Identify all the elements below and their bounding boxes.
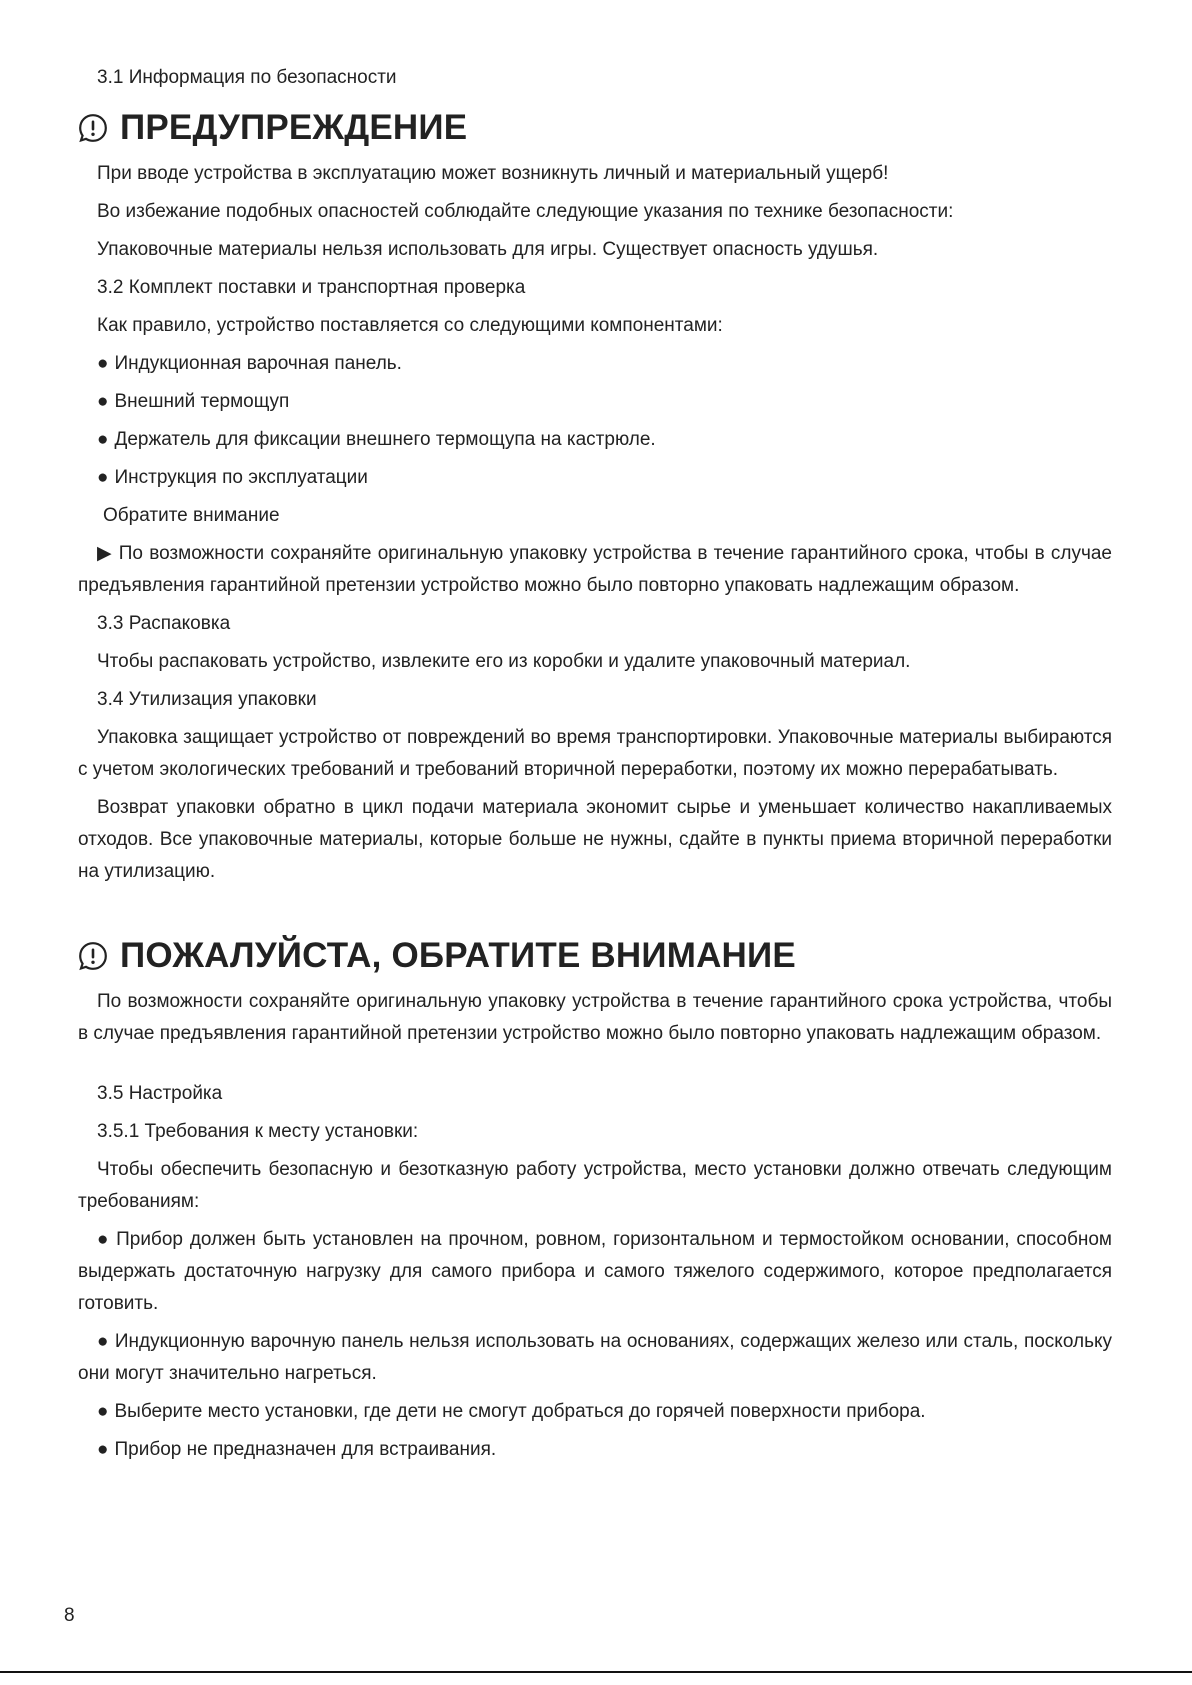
disposal-paragraph-1: Упаковка защищает устройство от повреждений во время транспортировки. Упаковочные материалы выбираются с учетом экологических требований и требований вторичной переработки, поэтому их можно перерабатывать. (78, 727, 1112, 780)
delivery-note-text: ▶ По возможности сохраняйте оригинальную упаковку устройства в течение гарантийного срока, чтобы в случае предъявления гарантийной претензии устройство можно было повторно упаковать надлежащим образом. (78, 543, 1112, 596)
setup-intro: Чтобы обеспечить безопасную и безотказную работу устройства, место установки должно отвечать следующим требованиям: (78, 1159, 1112, 1212)
delivery-intro: Как правило, устройство поставляется со следующими компонентами: (97, 315, 723, 336)
warning-title: ПРЕДУПРЕЖДЕНИЕ (120, 108, 468, 147)
unpacking-text: Чтобы распаковать устройство, извлеките его из коробки и удалите упаковочный материал. (97, 651, 911, 672)
list-item (78, 1396, 1112, 1428)
list-item (78, 1434, 1112, 1466)
list-item-text: Держатель для фиксации внешнего термощупа на кастрюле. (114, 429, 656, 450)
bottom-rule (0, 1671, 1192, 1673)
bullet-icon: ● (97, 353, 109, 374)
section-3-2-heading: 3.2 Комплект поставки и транспортная проверка (97, 277, 526, 298)
list-item (78, 386, 1112, 418)
page-number: 8 (64, 1605, 75, 1626)
section-3-1-heading: 3.1 Информация по безопасности (97, 67, 397, 88)
bullet-icon: ● (97, 1229, 111, 1250)
list-item-text: Выберите место установки, где дети не смогут добраться до горячей поверхности прибора. (114, 1401, 926, 1422)
list-item (78, 1326, 1112, 1390)
warning-line-3: Упаковочные материалы нельзя использовать для игры. Существует опасность удушья. (97, 239, 879, 260)
section-3-4-heading: 3.4 Утилизация упаковки (97, 689, 317, 710)
attention-text: По возможности сохраняйте оригинальную упаковку устройства в течение гарантийного срока устройства, чтобы в случае предъявления гарантийной претензии устройство можно было повторно упаковать надлежащим образом. (78, 991, 1112, 1044)
warning-icon (78, 941, 108, 971)
list-item-text: Индукционную варочную панель нельзя использовать на основаниях, содержащих железо или сталь, поскольку они могут значительно нагреться. (78, 1331, 1112, 1384)
bullet-icon: ● (97, 1331, 109, 1352)
list-item (78, 348, 1112, 380)
section-3-5-heading: 3.5 Настройка (97, 1083, 223, 1104)
bullet-icon: ● (97, 467, 109, 488)
list-item-text: Прибор не предназначен для встраивания. (114, 1439, 497, 1460)
list-item (78, 1224, 1112, 1320)
list-item-text: Прибор должен быть установлен на прочном, ровном, горизонтальном и термостойком основании, способном выдержать достаточную нагрузку для самого прибора и самого тяжелого содержимого, которое предполагается готовить. (78, 1229, 1112, 1314)
warning-line-2: Во избежание подобных опасностей соблюдайте следующие указания по технике безопасности: (97, 201, 954, 222)
warning-line-1: При вводе устройства в эксплуатацию может возникнуть личный и материальный ущерб! (97, 163, 889, 184)
section-3-3-heading: 3.3 Распаковка (97, 613, 231, 634)
list-item-text: Инструкция по эксплуатации (114, 467, 368, 488)
warning-icon (78, 113, 108, 143)
list-item-text: Индукционная варочная панель. (114, 353, 402, 374)
warning-heading (78, 108, 1112, 148)
list-item (78, 424, 1112, 456)
attention-title: ПОЖАЛУЙСТА, ОБРАТИТЕ ВНИМАНИЕ (120, 936, 796, 975)
bullet-icon: ● (97, 1401, 109, 1422)
bullet-icon: ● (97, 429, 109, 450)
list-item-text: Внешний термощуп (114, 391, 290, 412)
bullet-icon: ● (97, 1439, 109, 1460)
list-item (78, 462, 1112, 494)
bullet-icon: ● (97, 391, 109, 412)
disposal-paragraph-2: Возврат упаковки обратно в цикл подачи материала экономит сырье и уменьшает количество накапливаемых отходов. Все упаковочные материалы, которые больше не нужны, сдайте в пункты приема вторичной переработки на утилизацию. (78, 797, 1112, 882)
attention-heading (78, 936, 1112, 976)
delivery-note-label: Обратите внимание (103, 505, 280, 526)
section-3-5-1-heading: 3.5.1 Требования к месту установки: (97, 1121, 419, 1142)
